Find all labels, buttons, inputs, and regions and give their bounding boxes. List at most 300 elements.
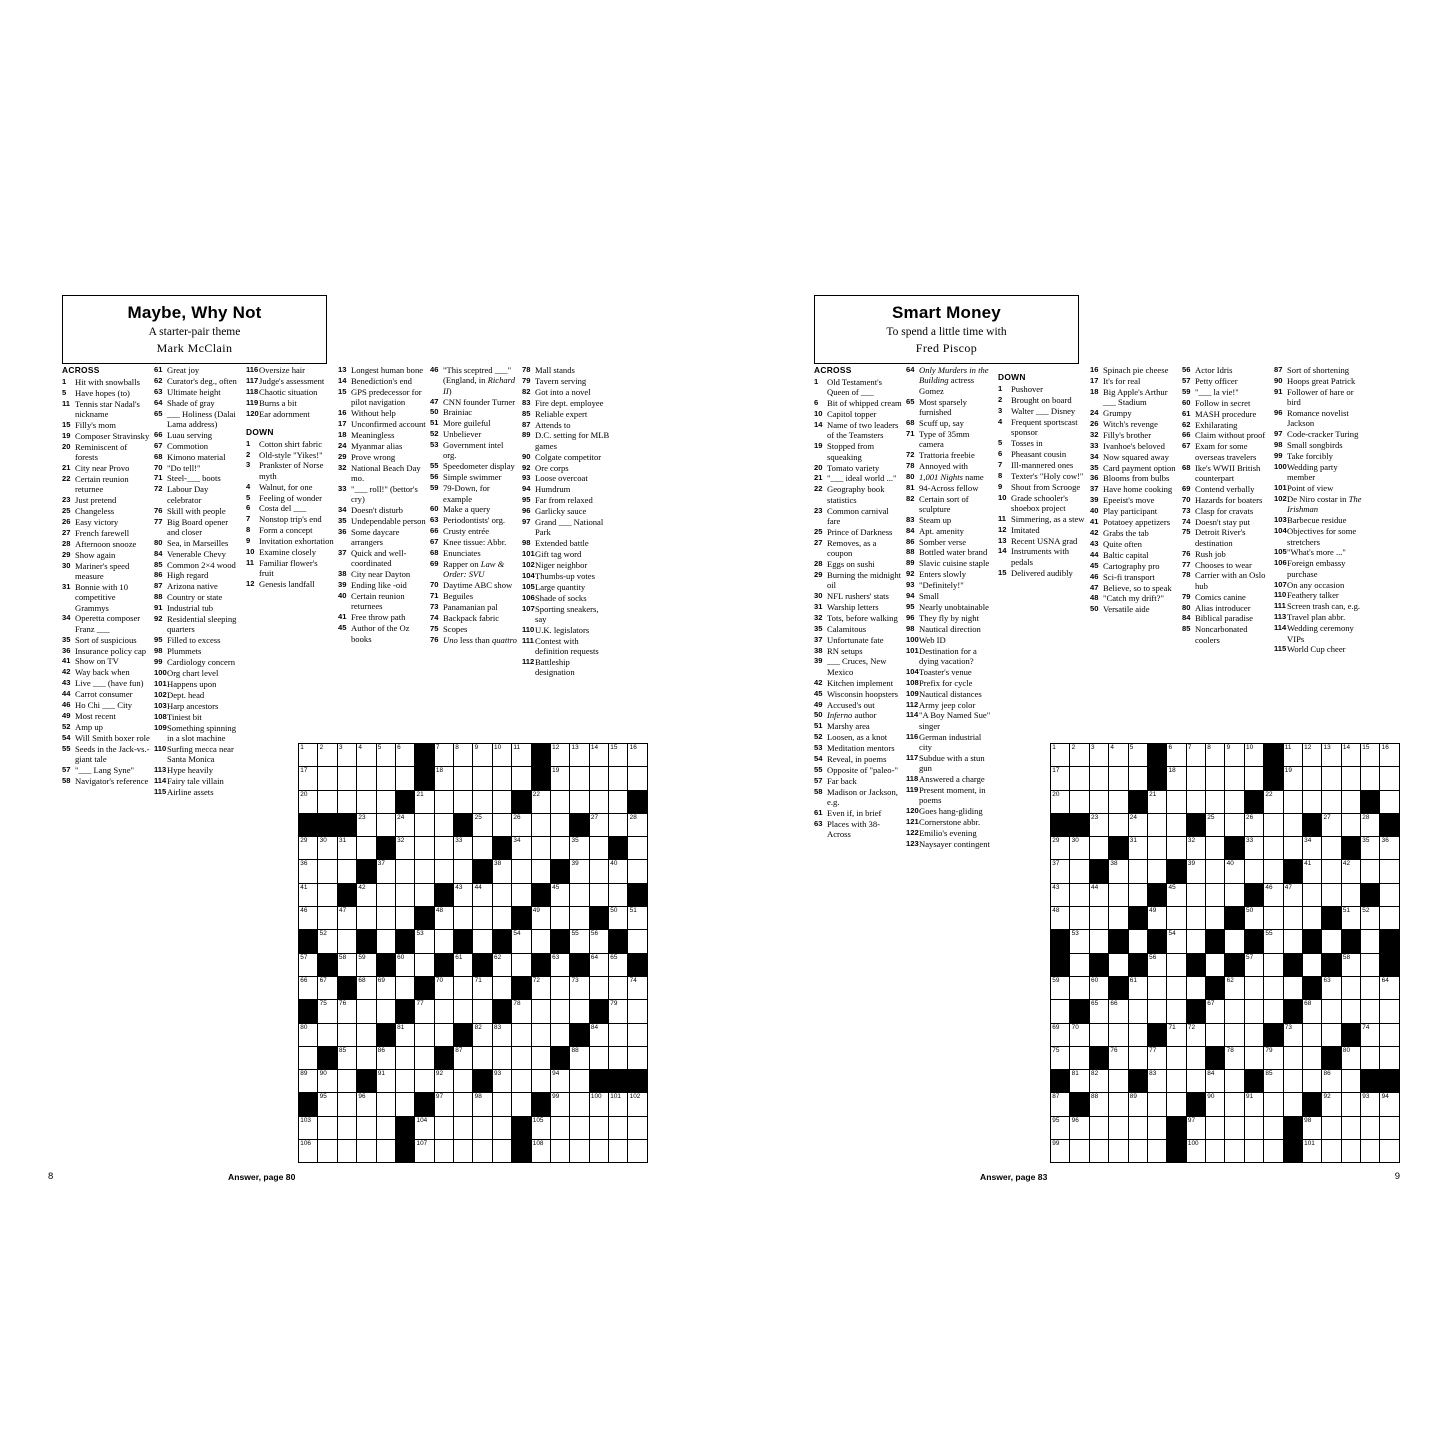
grid-cell[interactable]: [1206, 1023, 1225, 1046]
grid-cell[interactable]: [512, 767, 531, 790]
grid-cell[interactable]: [550, 1070, 569, 1093]
grid-cell[interactable]: [357, 1023, 376, 1046]
grid-cell[interactable]: [1322, 767, 1341, 790]
grid-cell[interactable]: [299, 976, 318, 999]
grid-cell[interactable]: [589, 744, 608, 767]
grid-cell[interactable]: [1322, 883, 1341, 906]
grid-cell[interactable]: [589, 953, 608, 976]
grid-cell[interactable]: [492, 1140, 511, 1163]
grid-cell[interactable]: [1264, 1140, 1283, 1163]
grid-cell[interactable]: [1302, 744, 1321, 767]
grid-cell[interactable]: [395, 1046, 414, 1069]
right-crossword-grid[interactable]: [1050, 743, 1400, 1163]
grid-cell[interactable]: [1186, 790, 1205, 813]
grid-cell[interactable]: [415, 1046, 434, 1069]
grid-cell[interactable]: [454, 953, 473, 976]
grid-cell[interactable]: [1302, 790, 1321, 813]
grid-cell[interactable]: [357, 976, 376, 999]
grid-cell[interactable]: [1341, 1093, 1360, 1116]
grid-cell[interactable]: [1283, 1046, 1302, 1069]
grid-cell[interactable]: [434, 860, 453, 883]
grid-cell[interactable]: [434, 790, 453, 813]
grid-cell[interactable]: [628, 1116, 648, 1139]
grid-cell[interactable]: [628, 860, 648, 883]
grid-cell[interactable]: [376, 813, 395, 836]
grid-cell[interactable]: [570, 976, 589, 999]
grid-cell[interactable]: [1244, 1116, 1263, 1139]
grid-cell[interactable]: [1244, 1023, 1263, 1046]
grid-cell[interactable]: [337, 1093, 356, 1116]
grid-cell[interactable]: [609, 1000, 628, 1023]
grid-cell[interactable]: [1283, 767, 1302, 790]
grid-cell[interactable]: [376, 907, 395, 930]
grid-cell[interactable]: [1380, 1140, 1400, 1163]
grid-cell[interactable]: [454, 744, 473, 767]
grid-cell[interactable]: [1128, 930, 1147, 953]
grid-cell[interactable]: [1341, 860, 1360, 883]
grid-cell[interactable]: [357, 813, 376, 836]
grid-cell[interactable]: [1322, 860, 1341, 883]
grid-cell[interactable]: [473, 883, 492, 906]
grid-cell[interactable]: [589, 813, 608, 836]
grid-cell[interactable]: [550, 1140, 569, 1163]
grid-cell[interactable]: [512, 1000, 531, 1023]
grid-cell[interactable]: [1244, 837, 1263, 860]
grid-cell[interactable]: [628, 1140, 648, 1163]
grid-cell[interactable]: [337, 1046, 356, 1069]
grid-cell[interactable]: [1380, 1000, 1400, 1023]
grid-cell[interactable]: [1167, 883, 1186, 906]
grid-cell[interactable]: [1302, 1070, 1321, 1093]
grid-cell[interactable]: [1051, 1000, 1070, 1023]
grid-cell[interactable]: [589, 883, 608, 906]
grid-cell[interactable]: [454, 1070, 473, 1093]
grid-cell[interactable]: [1322, 837, 1341, 860]
grid-cell[interactable]: [1244, 907, 1263, 930]
grid-cell[interactable]: [1380, 860, 1400, 883]
grid-cell[interactable]: [1244, 813, 1263, 836]
grid-cell[interactable]: [1128, 1046, 1147, 1069]
grid-cell[interactable]: [1147, 1046, 1166, 1069]
grid-cell[interactable]: [395, 813, 414, 836]
grid-cell[interactable]: [299, 744, 318, 767]
grid-cell[interactable]: [1341, 790, 1360, 813]
grid-cell[interactable]: [1089, 1093, 1108, 1116]
grid-cell[interactable]: [395, 837, 414, 860]
grid-cell[interactable]: [1302, 1023, 1321, 1046]
grid-cell[interactable]: [1089, 1023, 1108, 1046]
grid-cell[interactable]: [1051, 790, 1070, 813]
grid-cell[interactable]: [473, 907, 492, 930]
grid-cell[interactable]: [550, 1116, 569, 1139]
grid-cell[interactable]: [1283, 744, 1302, 767]
grid-cell[interactable]: [1128, 1023, 1147, 1046]
grid-cell[interactable]: [1186, 976, 1205, 999]
grid-cell[interactable]: [1167, 1046, 1186, 1069]
grid-cell[interactable]: [512, 930, 531, 953]
grid-cell[interactable]: [357, 907, 376, 930]
grid-cell[interactable]: [589, 790, 608, 813]
grid-cell[interactable]: [434, 813, 453, 836]
grid-cell[interactable]: [473, 1140, 492, 1163]
grid-cell[interactable]: [299, 1116, 318, 1139]
grid-cell[interactable]: [1070, 767, 1089, 790]
grid-cell[interactable]: [1128, 813, 1147, 836]
grid-cell[interactable]: [1186, 883, 1205, 906]
grid-cell[interactable]: [1070, 930, 1089, 953]
grid-cell[interactable]: [1089, 930, 1108, 953]
grid-cell[interactable]: [1361, 1140, 1380, 1163]
grid-cell[interactable]: [1341, 976, 1360, 999]
grid-cell[interactable]: [1380, 744, 1400, 767]
grid-cell[interactable]: [492, 813, 511, 836]
grid-cell[interactable]: [337, 1000, 356, 1023]
grid-cell[interactable]: [318, 976, 337, 999]
grid-cell[interactable]: [415, 953, 434, 976]
grid-cell[interactable]: [1361, 1046, 1380, 1069]
grid-cell[interactable]: [1283, 790, 1302, 813]
grid-cell[interactable]: [1128, 860, 1147, 883]
grid-cell[interactable]: [1128, 744, 1147, 767]
grid-cell[interactable]: [1167, 837, 1186, 860]
grid-cell[interactable]: [376, 860, 395, 883]
grid-cell[interactable]: [318, 1023, 337, 1046]
grid-cell[interactable]: [1147, 976, 1166, 999]
grid-cell[interactable]: [1361, 837, 1380, 860]
grid-cell[interactable]: [1361, 953, 1380, 976]
grid-cell[interactable]: [1264, 860, 1283, 883]
grid-cell[interactable]: [609, 813, 628, 836]
grid-cell[interactable]: [415, 790, 434, 813]
grid-cell[interactable]: [1109, 883, 1128, 906]
grid-cell[interactable]: [609, 1116, 628, 1139]
grid-cell[interactable]: [1302, 1000, 1321, 1023]
grid-cell[interactable]: [1186, 1070, 1205, 1093]
grid-cell[interactable]: [1128, 883, 1147, 906]
grid-cell[interactable]: [628, 813, 648, 836]
grid-cell[interactable]: [337, 1070, 356, 1093]
grid-cell[interactable]: [570, 744, 589, 767]
grid-cell[interactable]: [1264, 883, 1283, 906]
grid-cell[interactable]: [299, 1046, 318, 1069]
grid-cell[interactable]: [454, 1116, 473, 1139]
grid-cell[interactable]: [454, 1140, 473, 1163]
grid-cell[interactable]: [570, 1000, 589, 1023]
grid-cell[interactable]: [1361, 1000, 1380, 1023]
grid-cell[interactable]: [589, 1023, 608, 1046]
grid-cell[interactable]: [1206, 883, 1225, 906]
grid-cell[interactable]: [1206, 907, 1225, 930]
grid-cell[interactable]: [1302, 860, 1321, 883]
grid-cell[interactable]: [1322, 1093, 1341, 1116]
grid-cell[interactable]: [376, 744, 395, 767]
grid-cell[interactable]: [531, 860, 550, 883]
grid-cell[interactable]: [454, 1046, 473, 1069]
grid-cell[interactable]: [1109, 790, 1128, 813]
grid-cell[interactable]: [395, 767, 414, 790]
grid-cell[interactable]: [531, 813, 550, 836]
grid-cell[interactable]: [1167, 976, 1186, 999]
grid-cell[interactable]: [1322, 813, 1341, 836]
grid-cell[interactable]: [570, 1070, 589, 1093]
grid-cell[interactable]: [415, 837, 434, 860]
grid-cell[interactable]: [357, 1140, 376, 1163]
grid-cell[interactable]: [357, 883, 376, 906]
grid-cell[interactable]: [1051, 1140, 1070, 1163]
grid-cell[interactable]: [1167, 813, 1186, 836]
grid-cell[interactable]: [1206, 744, 1225, 767]
grid-cell[interactable]: [1186, 1116, 1205, 1139]
grid-cell[interactable]: [609, 907, 628, 930]
grid-cell[interactable]: [1109, 1093, 1128, 1116]
grid-cell[interactable]: [609, 1140, 628, 1163]
grid-cell[interactable]: [337, 953, 356, 976]
grid-cell[interactable]: [357, 1093, 376, 1116]
grid-cell[interactable]: [1322, 744, 1341, 767]
grid-cell[interactable]: [395, 953, 414, 976]
grid-cell[interactable]: [337, 767, 356, 790]
grid-cell[interactable]: [376, 1000, 395, 1023]
grid-cell[interactable]: [1051, 883, 1070, 906]
grid-cell[interactable]: [570, 767, 589, 790]
grid-cell[interactable]: [628, 837, 648, 860]
grid-cell[interactable]: [1051, 1093, 1070, 1116]
grid-cell[interactable]: [1206, 1140, 1225, 1163]
grid-cell[interactable]: [1128, 767, 1147, 790]
grid-cell[interactable]: [628, 1046, 648, 1069]
grid-cell[interactable]: [299, 907, 318, 930]
grid-cell[interactable]: [492, 790, 511, 813]
grid-cell[interactable]: [434, 1023, 453, 1046]
grid-cell[interactable]: [1089, 1070, 1108, 1093]
grid-cell[interactable]: [1147, 907, 1166, 930]
grid-cell[interactable]: [357, 1116, 376, 1139]
grid-cell[interactable]: [531, 1070, 550, 1093]
grid-cell[interactable]: [1206, 813, 1225, 836]
grid-cell[interactable]: [512, 1093, 531, 1116]
grid-cell[interactable]: [492, 1046, 511, 1069]
grid-cell[interactable]: [1051, 1046, 1070, 1069]
grid-cell[interactable]: [531, 790, 550, 813]
grid-cell[interactable]: [1380, 883, 1400, 906]
grid-cell[interactable]: [609, 744, 628, 767]
grid-cell[interactable]: [1070, 860, 1089, 883]
grid-cell[interactable]: [1225, 1093, 1244, 1116]
grid-cell[interactable]: [1225, 1046, 1244, 1069]
grid-cell[interactable]: [357, 1046, 376, 1069]
grid-cell[interactable]: [1283, 837, 1302, 860]
grid-cell[interactable]: [550, 883, 569, 906]
grid-cell[interactable]: [570, 1116, 589, 1139]
grid-cell[interactable]: [376, 1140, 395, 1163]
grid-cell[interactable]: [512, 1046, 531, 1069]
grid-cell[interactable]: [1264, 953, 1283, 976]
grid-cell[interactable]: [550, 976, 569, 999]
grid-cell[interactable]: [1089, 744, 1108, 767]
grid-cell[interactable]: [1147, 1000, 1166, 1023]
grid-cell[interactable]: [1186, 930, 1205, 953]
grid-cell[interactable]: [1244, 767, 1263, 790]
grid-cell[interactable]: [376, 1093, 395, 1116]
grid-cell[interactable]: [492, 860, 511, 883]
grid-cell[interactable]: [1264, 976, 1283, 999]
grid-cell[interactable]: [1147, 1093, 1166, 1116]
grid-cell[interactable]: [1206, 767, 1225, 790]
grid-cell[interactable]: [473, 837, 492, 860]
grid-cell[interactable]: [589, 1116, 608, 1139]
grid-cell[interactable]: [1225, 1000, 1244, 1023]
grid-cell[interactable]: [1341, 883, 1360, 906]
grid-cell[interactable]: [1264, 1000, 1283, 1023]
grid-cell[interactable]: [1322, 790, 1341, 813]
grid-cell[interactable]: [1089, 1000, 1108, 1023]
grid-cell[interactable]: [1302, 883, 1321, 906]
grid-cell[interactable]: [299, 883, 318, 906]
grid-cell[interactable]: [1167, 744, 1186, 767]
grid-cell[interactable]: [415, 1000, 434, 1023]
grid-cell[interactable]: [395, 860, 414, 883]
grid-cell[interactable]: [1109, 953, 1128, 976]
grid-cell[interactable]: [1051, 1116, 1070, 1139]
grid-cell[interactable]: [492, 1023, 511, 1046]
grid-cell[interactable]: [434, 1140, 453, 1163]
grid-cell[interactable]: [1380, 837, 1400, 860]
grid-cell[interactable]: [434, 907, 453, 930]
grid-cell[interactable]: [1302, 1046, 1321, 1069]
grid-cell[interactable]: [589, 1140, 608, 1163]
grid-cell[interactable]: [492, 907, 511, 930]
grid-cell[interactable]: [415, 860, 434, 883]
grid-cell[interactable]: [531, 837, 550, 860]
grid-cell[interactable]: [550, 744, 569, 767]
grid-cell[interactable]: [454, 837, 473, 860]
grid-cell[interactable]: [454, 976, 473, 999]
grid-cell[interactable]: [628, 930, 648, 953]
grid-cell[interactable]: [609, 1093, 628, 1116]
grid-cell[interactable]: [318, 1000, 337, 1023]
grid-cell[interactable]: [376, 1116, 395, 1139]
grid-cell[interactable]: [357, 744, 376, 767]
grid-cell[interactable]: [1380, 790, 1400, 813]
grid-cell[interactable]: [1128, 837, 1147, 860]
grid-cell[interactable]: [550, 790, 569, 813]
grid-cell[interactable]: [376, 1070, 395, 1093]
grid-cell[interactable]: [454, 1000, 473, 1023]
grid-cell[interactable]: [1051, 976, 1070, 999]
grid-cell[interactable]: [1225, 976, 1244, 999]
grid-cell[interactable]: [1302, 953, 1321, 976]
grid-cell[interactable]: [376, 883, 395, 906]
grid-cell[interactable]: [1341, 744, 1360, 767]
grid-cell[interactable]: [454, 790, 473, 813]
grid-cell[interactable]: [318, 1116, 337, 1139]
grid-cell[interactable]: [1128, 1116, 1147, 1139]
grid-cell[interactable]: [1089, 907, 1108, 930]
grid-cell[interactable]: [1283, 1070, 1302, 1093]
grid-cell[interactable]: [492, 1093, 511, 1116]
grid-cell[interactable]: [1264, 837, 1283, 860]
grid-cell[interactable]: [550, 1023, 569, 1046]
grid-cell[interactable]: [299, 837, 318, 860]
grid-cell[interactable]: [1361, 1023, 1380, 1046]
grid-cell[interactable]: [531, 907, 550, 930]
grid-cell[interactable]: [1225, 930, 1244, 953]
grid-cell[interactable]: [1109, 1116, 1128, 1139]
grid-cell[interactable]: [1109, 1070, 1128, 1093]
grid-cell[interactable]: [628, 767, 648, 790]
grid-cell[interactable]: [357, 837, 376, 860]
grid-cell[interactable]: [1147, 1140, 1166, 1163]
grid-cell[interactable]: [589, 976, 608, 999]
grid-cell[interactable]: [1225, 883, 1244, 906]
grid-cell[interactable]: [1128, 1093, 1147, 1116]
grid-cell[interactable]: [589, 1093, 608, 1116]
grid-cell[interactable]: [1341, 953, 1360, 976]
grid-cell[interactable]: [1109, 767, 1128, 790]
grid-cell[interactable]: [1051, 744, 1070, 767]
grid-cell[interactable]: [1341, 1000, 1360, 1023]
grid-cell[interactable]: [1206, 860, 1225, 883]
grid-cell[interactable]: [1147, 860, 1166, 883]
grid-cell[interactable]: [1380, 1023, 1400, 1046]
grid-cell[interactable]: [1070, 883, 1089, 906]
grid-cell[interactable]: [492, 976, 511, 999]
grid-cell[interactable]: [570, 1046, 589, 1069]
grid-cell[interactable]: [1244, 1000, 1263, 1023]
grid-cell[interactable]: [1302, 837, 1321, 860]
grid-cell[interactable]: [570, 1093, 589, 1116]
grid-cell[interactable]: [337, 1140, 356, 1163]
grid-cell[interactable]: [609, 1023, 628, 1046]
grid-cell[interactable]: [570, 1140, 589, 1163]
grid-cell[interactable]: [1128, 976, 1147, 999]
grid-cell[interactable]: [415, 813, 434, 836]
grid-cell[interactable]: [1089, 837, 1108, 860]
grid-cell[interactable]: [512, 744, 531, 767]
grid-cell[interactable]: [589, 1046, 608, 1069]
grid-cell[interactable]: [1380, 767, 1400, 790]
grid-cell[interactable]: [318, 744, 337, 767]
grid-cell[interactable]: [531, 976, 550, 999]
grid-cell[interactable]: [1147, 953, 1166, 976]
grid-cell[interactable]: [1206, 1070, 1225, 1093]
grid-cell[interactable]: [512, 1070, 531, 1093]
grid-cell[interactable]: [1186, 837, 1205, 860]
grid-cell[interactable]: [1225, 1116, 1244, 1139]
grid-cell[interactable]: [1225, 1023, 1244, 1046]
grid-cell[interactable]: [376, 790, 395, 813]
grid-cell[interactable]: [318, 860, 337, 883]
grid-cell[interactable]: [1361, 767, 1380, 790]
grid-cell[interactable]: [570, 930, 589, 953]
grid-cell[interactable]: [1147, 1116, 1166, 1139]
grid-cell[interactable]: [1089, 767, 1108, 790]
grid-cell[interactable]: [1186, 907, 1205, 930]
grid-cell[interactable]: [1322, 1140, 1341, 1163]
grid-cell[interactable]: [1167, 767, 1186, 790]
grid-cell[interactable]: [473, 976, 492, 999]
grid-cell[interactable]: [337, 1116, 356, 1139]
grid-cell[interactable]: [473, 744, 492, 767]
grid-cell[interactable]: [337, 1023, 356, 1046]
grid-cell[interactable]: [1264, 813, 1283, 836]
grid-cell[interactable]: [628, 1000, 648, 1023]
grid-cell[interactable]: [1070, 1070, 1089, 1093]
grid-cell[interactable]: [492, 883, 511, 906]
grid-cell[interactable]: [357, 790, 376, 813]
grid-cell[interactable]: [1089, 790, 1108, 813]
grid-cell[interactable]: [1264, 930, 1283, 953]
